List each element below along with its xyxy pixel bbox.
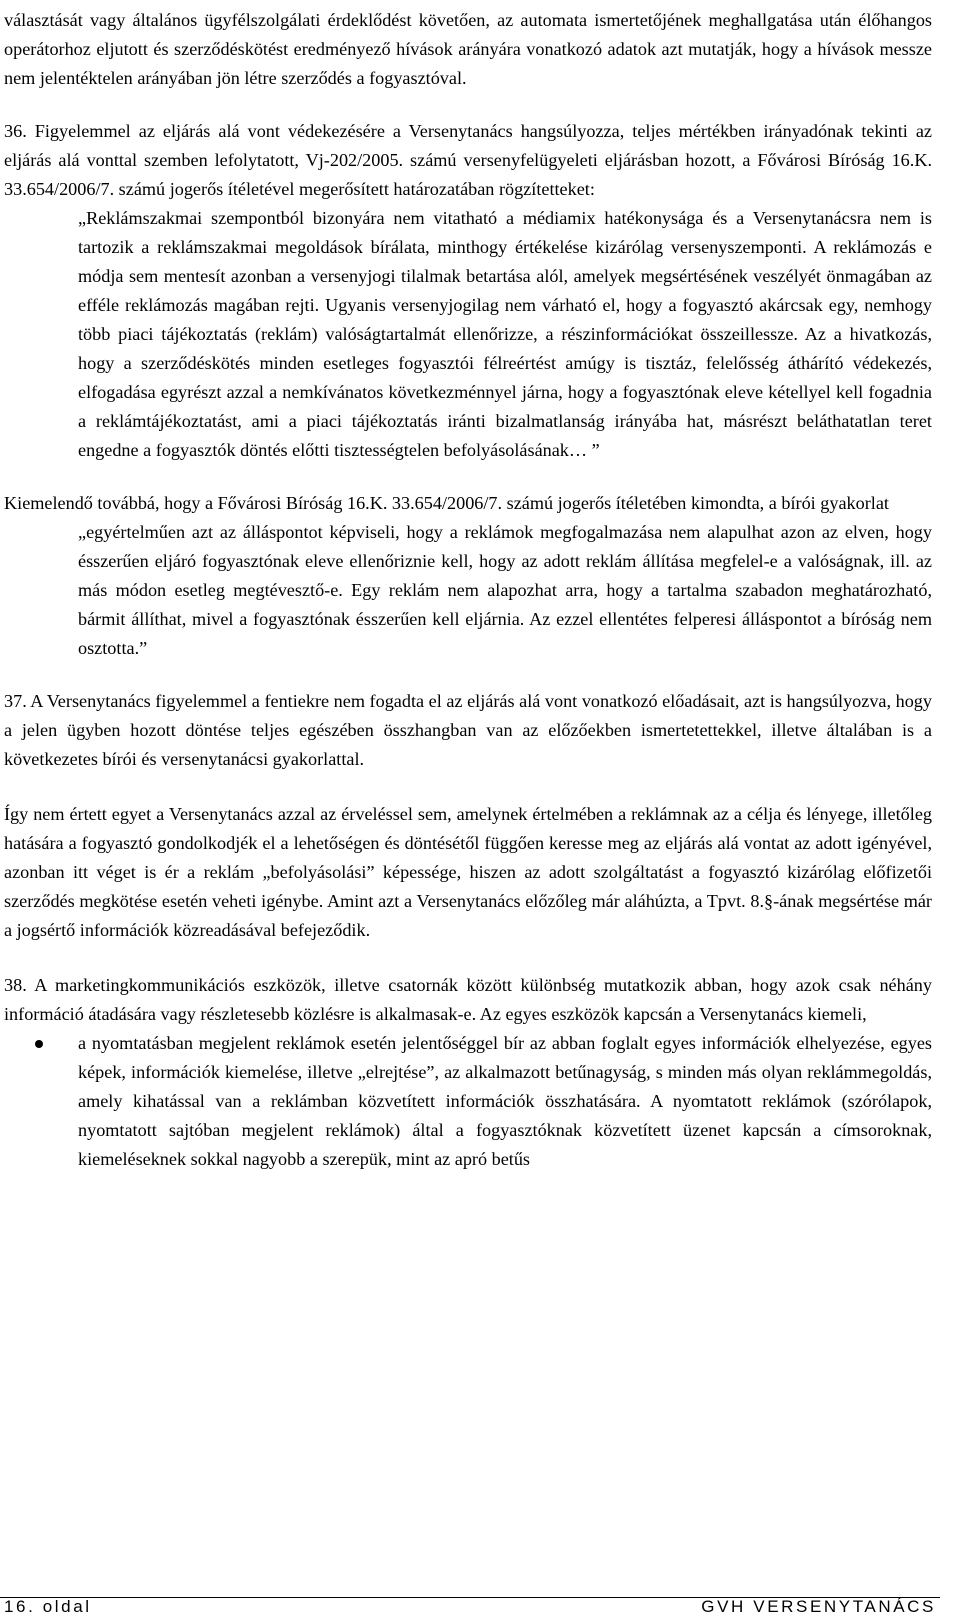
paragraph-kiemelendo: Kiemelendő továbbá, hogy a Fővárosi Bíróság 16.K. 33.654/2006/7. számú jogerős ítéletében kimondta, a bírói gyakorlat: [4, 493, 889, 513]
list-item: [4, 1029, 932, 1174]
paragraph-37: 37. A Versenytanács figyelemmel a fentiekre nem fogadta el az eljárás alá vont vonatkozó előadásait, azt is hangsúlyozva, hogy a jelen ügyben hozott döntése teljes egészében összhangban van az előzőekben ismertetettekkel, illetve általában is a következetes bírói és versenytanácsi gyakorlattal.: [4, 691, 932, 769]
quotation-2: „egyértelműen azt az álláspontot képviseli, hogy a reklámok megfogalmazása nem alapulhat azon az elven, hogy ésszerűen eljáró fogyasztónak eleve ellenőriznie kell, hogy az adott reklám állítása megfelel-e a valóságnak, ill. az más módon esetleg megtévesztő-e. Egy reklám nem alapozhat arra, hogy a tartalma szabadon meghatározható, bármit állíthat, mivel a fogyasztónak ésszerűen kell eljárnia. Az ezzel ellentétes felperesi álláspontot a bíróság nem osztotta.”: [78, 522, 932, 658]
bullet-icon: [35, 1040, 43, 1048]
spacer: [4, 774, 932, 800]
bullet-list: [4, 1029, 932, 1174]
paragraph-36: 36. Figyelemmel az eljárás alá vont védekezésére a Versenytanács hangsúlyozza, teljes mértékben irányadónak tekinti az eljárás alá vonttal szemben lefolytatott, Vj-202/2005. számú versenyfelügyeleti eljárásban hozott, a Fővárosi Bíróság 16.K. 33.654/2006/7. számú jogerős ítéletével megerősített határozatában rögzítetteket:: [4, 121, 932, 199]
organization-name: GVH VERSENYTANÁCS: [701, 1597, 936, 1616]
paragraph-igy: Így nem értett egyet a Versenytanács azzal az érveléssel sem, amelynek értelmében a reklámnak az a célja és lényege, illetőleg hatására a fogyasztó gondolkodjék el a lehetőségen és döntésétől függően keresse meg az eljárás alá vontat az adott igényével, azonban itt véget is ér a reklám „befolyásolási” képessége, hiszen az adott szolgáltatást a fogyasztó kizárólag előfizetői szerződés megkötése esetén veheti igénybe. Amint azt a Versenytanács előzőleg már aláhúzta, a Tpvt. 8.§-ának megsértése már a jogsértő információk közreadásával befejeződik.: [4, 804, 932, 940]
spacer: [4, 945, 932, 971]
page-footer: [4, 1596, 936, 1618]
document-body: [4, 6, 932, 1174]
list-item-text: a nyomtatásban megjelent reklámok esetén jelentőséggel bír az abban foglalt egyes információk elhelyezése, egyes képek, információk kiemelése, illetve „elrejtése”, az alkalmazott betűnagyság, s minden más olyan reklámmegoldás, amely kihatással van a reklámban közvetített információk összhatására. A nyomtatott reklámok (szórólapok, nyomtatott sajtóban megjelent reklámok) által a fogyasztóknak közvetített üzenet kapcsán a címsoroknak, kiemeléseknek sokkal nagyobb a szerepük, mint az apró betűs: [78, 1033, 932, 1169]
spacer: [4, 93, 932, 117]
page-number: 16. oldal: [4, 1597, 92, 1616]
paragraph-continuation: választását vagy általános ügyfélszolgálati érdeklődést követően, az automata ismertetőjének meghallgatása után élőhangos operátorhoz eljutott és szerződéskötést eredményező hívások arányára vonatkozó adatok azt mutatják, hogy a hívások messze nem jelentéktelen arányában jön létre szerződés a fogyasztóval.: [4, 10, 932, 88]
quotation-1: „Reklámszakmai szempontból bizonyára nem vitatható a médiamix hatékonysága és a Versenytanácsra nem is tartozik a reklámszakmai megoldások bírálata, minthogy értékelése kizárólag versenyszemponti. A reklámozás e módja sem mentesít azonban a versenyjogi tilalmak betartása alól, amelyek megsértésének veszélyét önmagában az efféle reklámozás magában rejti. Ugyanis versenyjogilag nem várható el, hogy a fogyasztó akárcsak egy, nemhogy több piaci tájékoztatás (reklám) valóságtartalmát ellenőrizze, a részinformációkat összeillessze. Az a hivatkozás, hogy a szerződéskötés minden esetleges fogyasztói félreértést amúgy is tisztáz, felelősség áthárító védekezés, elfogadása egyrészt azzal a nemkívánatos következménnyel járna, hogy a fogyasztónak eleve kétellyel kell fogadnia a reklámtájékoztatást, ami a piaci tájékoztatás iránti bizalmatlanság irányába hat, másrészt beláthatatlan teret engedne a fogyasztók döntés előtti tisztességtelen befolyásolásának… ”: [78, 208, 932, 460]
spacer: [4, 663, 932, 687]
paragraph-38: 38. A marketingkommunikációs eszközök, illetve csatornák között különbség mutatkozik abban, hogy azok csak néhány információ átadására vagy részletesebb közlésre is alkalmasak-e. Az egyes eszközök kapcsán a Versenytanács kiemeli,: [4, 975, 932, 1024]
spacer: [4, 465, 932, 489]
